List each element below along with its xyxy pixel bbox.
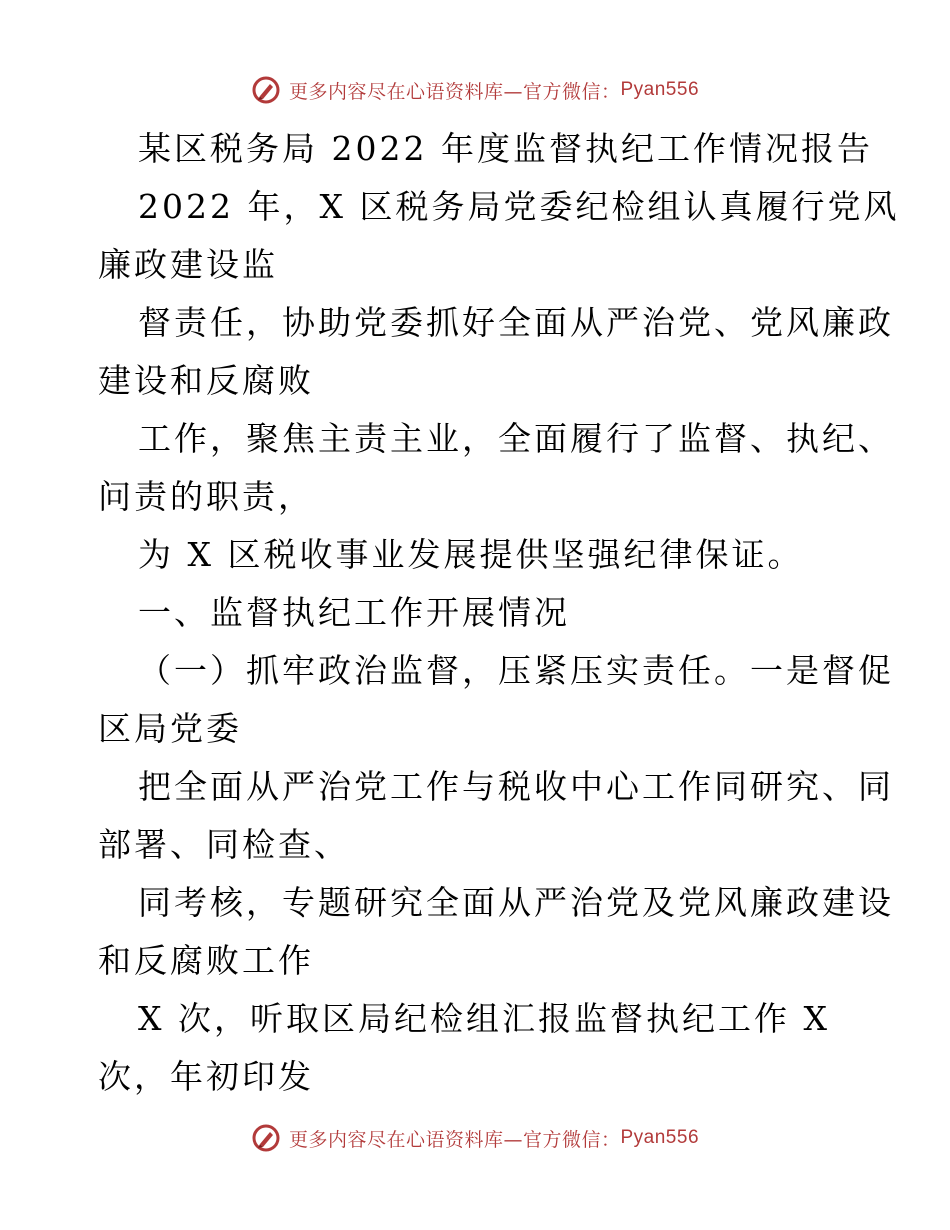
paragraph-line: 次，年初印发 xyxy=(98,1057,314,1096)
paragraph-line: 把全面从严治党工作与税收中心工作同研究、同 xyxy=(138,767,894,806)
paragraph-line: （一）抓牢政治监督，压紧压实责任。一是督促 xyxy=(138,651,894,690)
paragraph-line: 部署、同检查、 xyxy=(98,825,350,864)
watermark-wechat-id: Pyan556 xyxy=(620,1127,700,1148)
watermark-text: 更多内容尽在心语资料库—官方微信： xyxy=(288,80,621,103)
paragraph-line: X 次，听取区局纪检组汇报监督执纪工作 X xyxy=(138,999,830,1038)
paragraph-line: 问责的职责， xyxy=(98,477,314,516)
paragraph-line: 和反腐败工作 xyxy=(98,941,314,980)
watermark-header xyxy=(0,70,950,110)
paragraph-line: 为 X 区税收事业发展提供坚强纪律保证。 xyxy=(138,535,804,574)
paragraph-line: 廉政建设监 xyxy=(98,245,278,284)
document-title: 某区税务局 2022 年度监督执纪工作情况报告 xyxy=(138,129,873,168)
paragraph-line: 同考核，专题研究全面从严治党及党风廉政建设 xyxy=(138,883,894,922)
document-body xyxy=(98,120,900,1106)
pen-logo-icon xyxy=(251,75,281,105)
paragraph-line: 建设和反腐败 xyxy=(98,361,314,400)
watermark-footer xyxy=(0,1118,950,1158)
pen-logo-icon xyxy=(251,1123,281,1153)
paragraph-line: 督责任，协助党委抓好全面从严治党、党风廉政 xyxy=(138,303,894,342)
paragraph-line: 区局党委 xyxy=(98,709,242,748)
watermark-wechat-id: Pyan556 xyxy=(620,79,700,100)
section-heading: 一、监督执纪工作开展情况 xyxy=(138,593,570,632)
watermark-text: 更多内容尽在心语资料库—官方微信： xyxy=(288,1128,621,1151)
paragraph-line: 2022 年，X 区税务局党委纪检组认真履行党风 xyxy=(138,187,900,226)
paragraph-line: 工作，聚焦主责主业，全面履行了监督、执纪、 xyxy=(138,419,894,458)
